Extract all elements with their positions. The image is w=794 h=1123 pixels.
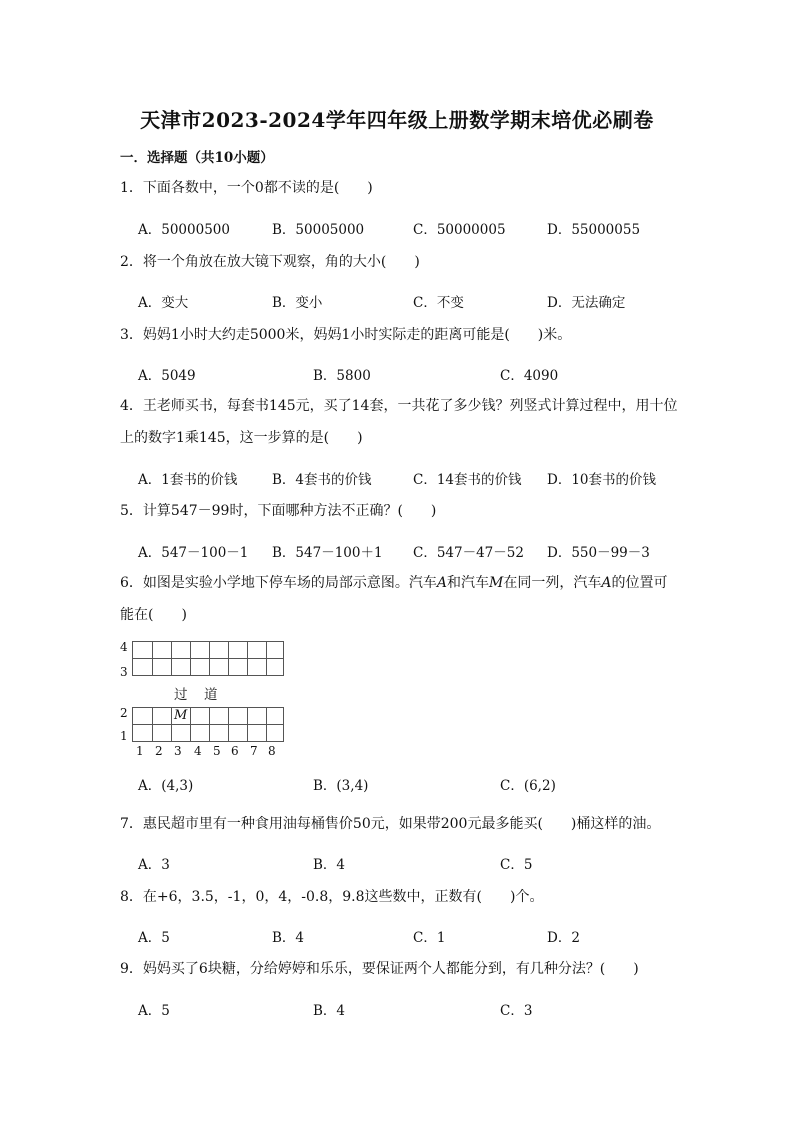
- q5-option-d[interactable]: D．550－99－3: [547, 545, 650, 561]
- aisle-label-1: 过: [174, 687, 188, 703]
- q4-option-d[interactable]: D．10套书的价钱: [547, 472, 657, 488]
- question-6-line-1: [120, 573, 668, 593]
- q6-text-part-1: 6．如图是实验小学地下停车场的局部示意图。汽车: [120, 575, 437, 591]
- q5-option-c[interactable]: C．547－47－52: [413, 545, 524, 561]
- col-label-6: 6: [231, 744, 239, 758]
- section-heading: 一．选择题（共10小题）: [120, 150, 274, 166]
- col-label-3: 3: [174, 744, 182, 758]
- q3-option-a[interactable]: A．5049: [138, 368, 196, 384]
- q6-var-a-2: A: [601, 575, 612, 591]
- q7-option-b[interactable]: B．4: [313, 857, 346, 873]
- question-1: 1．下面各数中，一个0都不读的是( ): [120, 180, 373, 196]
- car-m-marker: M: [174, 708, 188, 723]
- q5-option-a[interactable]: A．547－100－1: [138, 545, 249, 561]
- q6-text-part-2: 和汽车: [447, 575, 490, 591]
- grid-row-1: [132, 724, 284, 742]
- q4-option-c[interactable]: C．14套书的价钱: [413, 472, 522, 488]
- question-4-line-1: 4．王老师买书，每套书145元，买了14套，一共花了多少钱？列竖式计算过程中，用十位: [120, 398, 678, 414]
- question-5: 5．计算547－99时，下面哪种方法不正确？( ): [120, 503, 437, 519]
- q2-option-d[interactable]: D．无法确定: [547, 295, 626, 311]
- q5-option-b[interactable]: B．547－100＋1: [272, 545, 383, 561]
- q6-option-a[interactable]: A．(4,3): [138, 778, 194, 794]
- q8-option-b[interactable]: B．4: [272, 930, 305, 946]
- q1-option-b[interactable]: B．50005000: [272, 222, 365, 238]
- aisle-label-2: 道: [204, 687, 218, 703]
- q7-option-c[interactable]: C．5: [500, 857, 533, 873]
- q2-option-a[interactable]: A．变大: [138, 295, 189, 311]
- q4-option-a[interactable]: A．1套书的价钱: [138, 472, 238, 488]
- q6-text-part-3: 在同一列，汽车: [503, 575, 602, 591]
- q1-option-a[interactable]: A．50000500: [138, 222, 230, 238]
- grid-row-2: [132, 707, 284, 725]
- q1-option-d[interactable]: D．55000055: [547, 222, 641, 238]
- q3-option-b[interactable]: B．5800: [313, 368, 371, 384]
- row-label-1: 1: [120, 729, 128, 743]
- col-label-7: 7: [250, 744, 258, 758]
- question-7: 7．惠民超市里有一种食用油每桶售价50元，如果带200元最多能买( )桶这样的油。: [120, 816, 661, 832]
- q8-option-c[interactable]: C．1: [413, 930, 446, 946]
- row-label-2: 2: [120, 706, 128, 720]
- q3-option-c[interactable]: C．4090: [500, 368, 559, 384]
- q6-option-c[interactable]: C．(6,2): [500, 778, 556, 794]
- question-9: 9．妈妈买了6块糖，分给婷婷和乐乐，要保证两个人都能分到，有几种分法？( ): [120, 961, 639, 977]
- question-8: 8．在+6，3.5，-1，0，4，-0.8，9.8这些数中，正数有( )个。: [120, 889, 544, 905]
- q8-option-a[interactable]: A．5: [138, 930, 170, 946]
- grid-row-3: [132, 658, 284, 676]
- row-label-3: 3: [120, 665, 128, 679]
- q6-text-part-4: 的位置可: [611, 575, 668, 591]
- row-label-4: 4: [120, 640, 128, 654]
- q7-option-a[interactable]: A．3: [138, 857, 170, 873]
- q1-option-c[interactable]: C．50000005: [413, 222, 506, 238]
- col-label-1: 1: [136, 744, 144, 758]
- q9-option-a[interactable]: A．5: [138, 1003, 170, 1019]
- question-4-line-2: 上的数字1乘145，这一步算的是( ): [120, 430, 363, 446]
- question-3: 3．妈妈1小时大约走5000米，妈妈1小时实际走的距离可能是( )米。: [120, 327, 572, 343]
- q9-option-b[interactable]: B．4: [313, 1003, 346, 1019]
- col-label-2: 2: [155, 744, 163, 758]
- q2-option-c[interactable]: C．不变: [413, 295, 464, 311]
- col-label-8: 8: [268, 744, 276, 758]
- col-label-5: 5: [213, 744, 221, 758]
- col-label-4: 4: [194, 744, 202, 758]
- q6-option-b[interactable]: B．(3,4): [313, 778, 369, 794]
- q8-option-d[interactable]: D．2: [547, 930, 580, 946]
- question-2: 2．将一个角放在放大镜下观察，角的大小( ): [120, 254, 420, 270]
- q4-option-b[interactable]: B．4套书的价钱: [272, 472, 372, 488]
- page-title: 天津市2023-2024学年四年级上册数学期末培优必刷卷: [140, 108, 654, 132]
- q6-var-m: M: [489, 575, 504, 591]
- q2-option-b[interactable]: B．变小: [272, 295, 323, 311]
- grid-row-4: [132, 641, 284, 659]
- q9-option-c[interactable]: C．3: [500, 1003, 533, 1019]
- q6-var-a: A: [436, 575, 448, 591]
- question-6-line-2: 能在( ): [120, 607, 187, 623]
